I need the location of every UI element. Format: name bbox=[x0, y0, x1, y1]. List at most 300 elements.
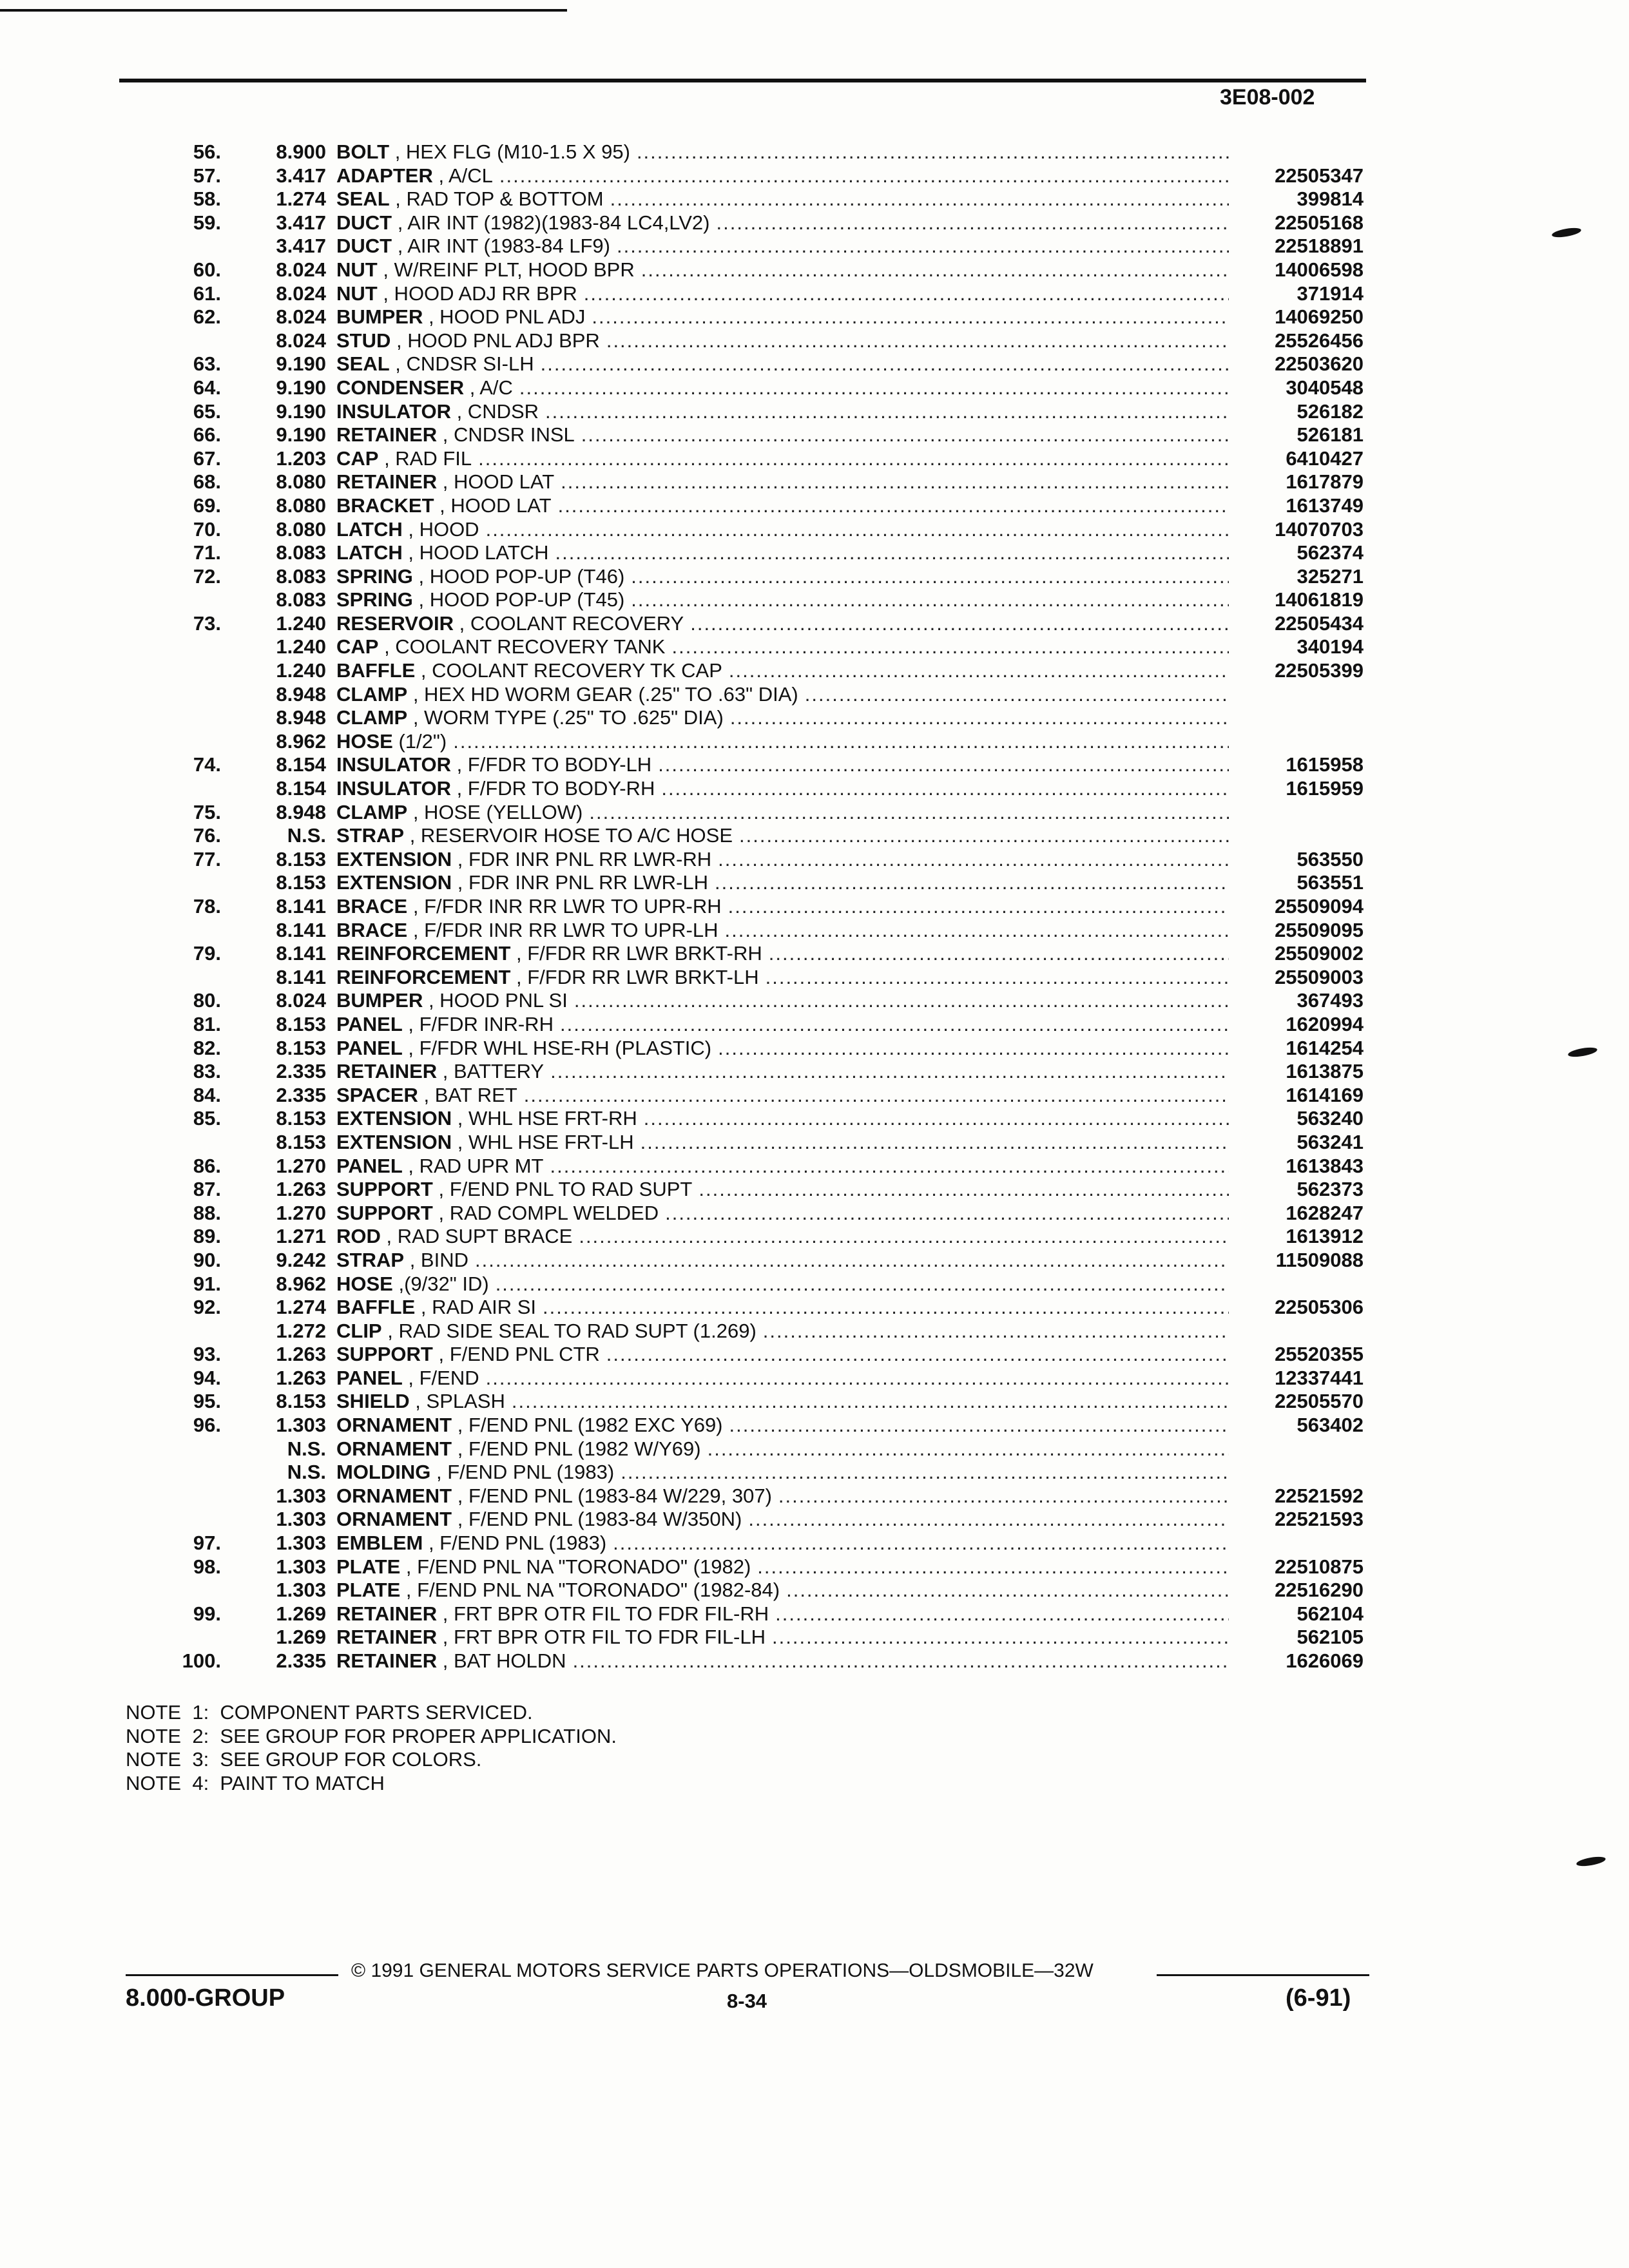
dot-leader bbox=[584, 282, 1229, 305]
part-description bbox=[336, 235, 1229, 258]
part-detail: , A/C bbox=[464, 376, 513, 399]
part-name: CAP bbox=[336, 447, 379, 470]
ref-number: 77. bbox=[193, 847, 221, 870]
part-name: SUPPORT bbox=[336, 1201, 433, 1224]
part-name: INSULATOR bbox=[336, 399, 451, 423]
ref-number: 90. bbox=[193, 1248, 221, 1271]
group-number: 8.083 bbox=[276, 564, 326, 588]
part-name: EMBLEM bbox=[336, 1532, 423, 1555]
part-row bbox=[0, 352, 1629, 376]
dot-leader bbox=[778, 1485, 1229, 1508]
dot-leader bbox=[775, 1602, 1229, 1626]
dot-leader bbox=[512, 1390, 1229, 1413]
dot-leader bbox=[728, 895, 1229, 918]
group-number: 8.948 bbox=[276, 800, 326, 823]
part-name: HOSE bbox=[336, 1272, 393, 1295]
part-description bbox=[336, 683, 1229, 706]
part-name: CLAMP bbox=[336, 706, 408, 729]
part-detail: , HOOD LAT bbox=[434, 494, 552, 517]
note-line: NOTE 4: PAINT TO MATCH bbox=[126, 1771, 385, 1794]
group-number: 8.962 bbox=[276, 729, 326, 753]
dot-leader bbox=[606, 1343, 1229, 1366]
group-number: 8.948 bbox=[276, 682, 326, 706]
part-name: SUPPORT bbox=[336, 1178, 433, 1201]
part-number: 1626069 bbox=[1286, 1649, 1364, 1672]
group-number: 1.263 bbox=[276, 1178, 326, 1201]
part-name: ROD bbox=[336, 1225, 381, 1248]
part-row bbox=[0, 258, 1629, 282]
part-name: STRAP bbox=[336, 824, 405, 847]
dot-leader bbox=[486, 518, 1229, 541]
part-detail: , COOLANT RECOVERY TK CAP bbox=[415, 659, 722, 682]
part-row bbox=[0, 1649, 1629, 1673]
part-detail: , HOOD POP-UP (T46) bbox=[412, 564, 625, 588]
part-detail: , HEX FLG (M10-1.5 X 95) bbox=[389, 140, 630, 163]
dot-leader bbox=[769, 942, 1229, 965]
part-row bbox=[0, 400, 1629, 424]
dot-leader bbox=[690, 612, 1229, 635]
part-name: RETAINER bbox=[336, 1602, 438, 1625]
part-name: ORNAMENT bbox=[336, 1414, 452, 1437]
part-detail: , SPLASH bbox=[409, 1390, 505, 1413]
top-edge-rule bbox=[0, 9, 567, 12]
part-row bbox=[0, 1013, 1629, 1037]
part-detail: , WHL HSE FRT-LH bbox=[452, 1130, 634, 1153]
part-row bbox=[0, 871, 1629, 895]
part-row bbox=[0, 612, 1629, 636]
group-number: 8.024 bbox=[276, 282, 326, 305]
part-name: ORNAMENT bbox=[336, 1484, 452, 1507]
part-description bbox=[336, 1532, 1229, 1555]
group-number: 8.962 bbox=[276, 1272, 326, 1295]
dot-leader bbox=[555, 541, 1229, 564]
part-description bbox=[336, 400, 1229, 423]
part-name: RETAINER bbox=[336, 1649, 438, 1672]
part-name: PLATE bbox=[336, 1579, 401, 1602]
ref-number: 93. bbox=[193, 1343, 221, 1366]
dot-leader bbox=[766, 966, 1229, 989]
part-detail: , F/FDR INR RR LWR TO UPR-RH bbox=[407, 895, 722, 918]
part-number: 1614254 bbox=[1286, 1036, 1364, 1059]
part-name: PANEL bbox=[336, 1154, 403, 1177]
part-name: BRACE bbox=[336, 895, 408, 918]
date-code: (6-91) bbox=[1286, 1984, 1351, 2012]
binder-mark bbox=[1576, 1855, 1606, 1868]
part-description bbox=[336, 1343, 1229, 1366]
part-name: CAP bbox=[336, 635, 379, 658]
part-detail: , RAD UPR MT bbox=[402, 1154, 544, 1177]
part-row bbox=[0, 753, 1629, 777]
part-name: LATCH bbox=[336, 517, 403, 541]
part-row bbox=[0, 1225, 1629, 1249]
part-name: EXTENSION bbox=[336, 1130, 452, 1153]
part-row bbox=[0, 1390, 1629, 1414]
group-number: 3.417 bbox=[276, 164, 326, 187]
part-description bbox=[336, 1060, 1229, 1083]
part-description bbox=[336, 1178, 1229, 1201]
dot-leader bbox=[724, 919, 1229, 942]
part-number: 399814 bbox=[1296, 187, 1364, 211]
part-number: 563550 bbox=[1296, 847, 1364, 870]
dot-leader bbox=[661, 777, 1229, 800]
group-number: 2.335 bbox=[276, 1083, 326, 1106]
part-row bbox=[0, 1273, 1629, 1296]
part-row bbox=[0, 423, 1629, 447]
dot-leader bbox=[748, 1508, 1229, 1531]
part-row bbox=[0, 659, 1629, 683]
part-number: 563551 bbox=[1296, 871, 1364, 894]
part-name: HOSE bbox=[336, 729, 393, 753]
part-number: 22521592 bbox=[1275, 1484, 1364, 1507]
part-row bbox=[0, 1367, 1629, 1390]
dot-leader bbox=[519, 376, 1229, 399]
part-detail: , W/REINF PLT, HOOD BPR bbox=[377, 258, 635, 281]
part-number: 22505168 bbox=[1275, 211, 1364, 234]
part-row bbox=[0, 777, 1629, 801]
part-name: SEAL bbox=[336, 352, 390, 376]
part-row bbox=[0, 706, 1629, 730]
group-number: 8.024 bbox=[276, 305, 326, 329]
group-number: 1.240 bbox=[276, 611, 326, 635]
part-name: INSULATOR bbox=[336, 777, 451, 800]
part-number: 22503620 bbox=[1275, 352, 1364, 376]
dot-leader bbox=[718, 1037, 1229, 1060]
part-detail: , RAD FIL bbox=[378, 447, 472, 470]
part-description bbox=[336, 777, 1229, 800]
part-number: 563402 bbox=[1296, 1414, 1364, 1437]
part-row bbox=[0, 1037, 1629, 1061]
group-number: 8.080 bbox=[276, 517, 326, 541]
ref-number: 56. bbox=[193, 140, 221, 163]
part-number: 1615958 bbox=[1286, 753, 1364, 776]
part-row bbox=[0, 541, 1629, 565]
part-name: BRACKET bbox=[336, 494, 434, 517]
part-number: 1613749 bbox=[1286, 494, 1364, 517]
part-row bbox=[0, 1107, 1629, 1131]
part-row bbox=[0, 470, 1629, 494]
copyright-line: © 1991 GENERAL MOTORS SERVICE PARTS OPERATIONS—OLDSMOBILE—32W bbox=[351, 1960, 1094, 1981]
part-row bbox=[0, 305, 1629, 329]
group-number: 9.190 bbox=[276, 376, 326, 399]
part-row bbox=[0, 989, 1629, 1013]
part-row bbox=[0, 1555, 1629, 1579]
part-row bbox=[0, 1602, 1629, 1626]
part-row bbox=[0, 1485, 1629, 1508]
part-description bbox=[336, 1626, 1229, 1649]
part-row bbox=[0, 329, 1629, 353]
part-description bbox=[336, 1155, 1229, 1178]
group-number: N.S. bbox=[287, 1461, 326, 1484]
part-detail: , HOOD LATCH bbox=[402, 541, 549, 564]
dot-leader bbox=[708, 1437, 1229, 1461]
dot-leader bbox=[637, 140, 1229, 164]
part-description bbox=[336, 1485, 1229, 1508]
part-detail: , F/FDR TO BODY-RH bbox=[450, 777, 655, 800]
part-name: SEAL bbox=[336, 187, 390, 211]
group-number: 1.303 bbox=[276, 1555, 326, 1578]
part-description bbox=[336, 659, 1229, 682]
part-detail: , BAT HOLDN bbox=[437, 1649, 566, 1672]
part-number: 340194 bbox=[1296, 635, 1364, 658]
group-number: 8.141 bbox=[276, 942, 326, 965]
part-row bbox=[0, 494, 1629, 518]
part-row bbox=[0, 1296, 1629, 1320]
ref-number: 96. bbox=[193, 1414, 221, 1437]
part-row bbox=[0, 635, 1629, 659]
ref-number: 87. bbox=[193, 1178, 221, 1201]
part-number: 325271 bbox=[1296, 564, 1364, 588]
part-description bbox=[336, 1249, 1229, 1272]
group-number: 8.153 bbox=[276, 847, 326, 870]
part-name: NUT bbox=[336, 282, 378, 305]
part-detail: , COOLANT RECOVERY bbox=[454, 611, 684, 635]
part-row bbox=[0, 211, 1629, 235]
part-detail: , F/END PNL TO RAD SUPT bbox=[432, 1178, 693, 1201]
part-description bbox=[336, 1555, 1229, 1579]
part-number: 14006598 bbox=[1275, 258, 1364, 281]
part-row bbox=[0, 942, 1629, 966]
part-description bbox=[336, 1013, 1229, 1036]
part-detail: , F/END PNL (1983-84 W/350N) bbox=[452, 1508, 742, 1531]
part-name: STRAP bbox=[336, 1248, 405, 1271]
ref-number: 68. bbox=[193, 470, 221, 494]
part-row bbox=[0, 1060, 1629, 1084]
part-number: 1613843 bbox=[1286, 1154, 1364, 1177]
note-line: NOTE 1: COMPONENT PARTS SERVICED. bbox=[126, 1701, 533, 1724]
part-detail: , HOOD PNL ADJ bbox=[423, 305, 586, 329]
part-detail: , RAD TOP & BOTTOM bbox=[389, 187, 604, 211]
part-name: BUMPER bbox=[336, 989, 423, 1012]
dot-leader bbox=[658, 753, 1229, 776]
part-detail: , AIR INT (1983-84 LF9) bbox=[392, 235, 610, 258]
part-description bbox=[336, 518, 1229, 541]
ref-number: 88. bbox=[193, 1201, 221, 1224]
part-detail: , AIR INT (1982)(1983-84 LC4,LV2) bbox=[392, 211, 710, 234]
dot-leader bbox=[631, 565, 1229, 588]
part-name: MOLDING bbox=[336, 1461, 431, 1484]
part-number: 367493 bbox=[1296, 989, 1364, 1012]
group-number: 8.024 bbox=[276, 329, 326, 352]
part-number: 22518891 bbox=[1275, 235, 1364, 258]
group-number: 1.272 bbox=[276, 1319, 326, 1342]
part-name: PANEL bbox=[336, 1036, 403, 1059]
ref-number: 91. bbox=[193, 1272, 221, 1295]
ref-number: 65. bbox=[193, 399, 221, 423]
part-row bbox=[0, 1579, 1629, 1602]
dot-leader bbox=[613, 1532, 1229, 1555]
part-number: 25520355 bbox=[1275, 1343, 1364, 1366]
part-name: PLATE bbox=[336, 1555, 401, 1578]
part-description bbox=[336, 541, 1229, 564]
group-number: 8.154 bbox=[276, 777, 326, 800]
part-detail: , F/END PNL NA "TORONADO" (1982) bbox=[400, 1555, 751, 1578]
ref-number: 83. bbox=[193, 1060, 221, 1083]
part-number: 526182 bbox=[1296, 399, 1364, 423]
part-description bbox=[336, 895, 1229, 918]
part-description bbox=[336, 1461, 1229, 1484]
notes bbox=[126, 1701, 617, 1795]
dot-leader bbox=[574, 989, 1229, 1012]
ref-number: 84. bbox=[193, 1083, 221, 1106]
part-number: 563240 bbox=[1296, 1107, 1364, 1130]
dot-leader bbox=[739, 824, 1229, 847]
part-detail: , HOOD ADJ RR BPR bbox=[377, 282, 577, 305]
dot-leader bbox=[550, 1155, 1229, 1178]
group-number: 8.153 bbox=[276, 871, 326, 894]
part-name: CLAMP bbox=[336, 682, 408, 706]
part-description bbox=[336, 588, 1229, 611]
part-name: EXTENSION bbox=[336, 1107, 452, 1130]
group-number: 1.203 bbox=[276, 447, 326, 470]
group-number: 1.269 bbox=[276, 1626, 326, 1649]
part-description bbox=[336, 635, 1229, 658]
dot-leader bbox=[610, 187, 1229, 211]
part-name: PANEL bbox=[336, 1012, 403, 1035]
group-number: 1.303 bbox=[276, 1579, 326, 1602]
dot-leader bbox=[496, 1273, 1229, 1296]
part-description bbox=[336, 140, 1229, 164]
part-name: DUCT bbox=[336, 211, 392, 234]
part-description bbox=[336, 282, 1229, 305]
part-description bbox=[336, 942, 1229, 965]
part-description bbox=[336, 1367, 1229, 1390]
dot-leader bbox=[486, 1367, 1229, 1390]
ref-number: 72. bbox=[193, 564, 221, 588]
part-detail: , HOSE (YELLOW) bbox=[407, 800, 583, 823]
dot-leader bbox=[805, 683, 1229, 706]
part-description bbox=[336, 447, 1229, 470]
part-detail: , RAD COMPL WELDED bbox=[432, 1201, 659, 1224]
group-number: 8.080 bbox=[276, 494, 326, 517]
part-description bbox=[336, 1649, 1229, 1673]
part-detail: , F/END PNL (1983-84 W/229, 307) bbox=[452, 1484, 772, 1507]
part-row bbox=[0, 1343, 1629, 1367]
part-detail: , FDR INR PNL RR LWR-LH bbox=[452, 871, 709, 894]
part-number: 12337441 bbox=[1275, 1366, 1364, 1389]
part-description bbox=[336, 211, 1229, 235]
group-number: 8.080 bbox=[276, 470, 326, 494]
part-row bbox=[0, 1508, 1629, 1532]
footer-rule-left bbox=[126, 1974, 338, 1976]
ref-number: 86. bbox=[193, 1154, 221, 1177]
part-name: STUD bbox=[336, 329, 391, 352]
part-number: 22505434 bbox=[1275, 611, 1364, 635]
part-name: EXTENSION bbox=[336, 871, 452, 894]
group-number: 3.417 bbox=[276, 235, 326, 258]
part-name: DUCT bbox=[336, 235, 392, 258]
part-number: 1615959 bbox=[1286, 777, 1364, 800]
ref-number: 94. bbox=[193, 1366, 221, 1389]
group-number: 8.141 bbox=[276, 918, 326, 941]
part-detail: , HOOD bbox=[402, 517, 479, 541]
part-description bbox=[336, 565, 1229, 588]
group-number: 1.240 bbox=[276, 635, 326, 658]
part-number: 22521593 bbox=[1275, 1508, 1364, 1531]
part-detail: , F/FDR RR LWR BRKT-RH bbox=[510, 942, 762, 965]
part-row bbox=[0, 282, 1629, 306]
part-number: 14069250 bbox=[1275, 305, 1364, 329]
part-number: 22505347 bbox=[1275, 164, 1364, 187]
part-detail: , F/END PNL (1983) bbox=[430, 1461, 615, 1484]
part-detail: , BIND bbox=[404, 1248, 468, 1271]
part-description bbox=[336, 871, 1229, 894]
part-number: 25526456 bbox=[1275, 329, 1364, 352]
note-line: NOTE 2: SEE GROUP FOR PROPER APPLICATION. bbox=[126, 1724, 617, 1747]
part-detail: , BAT RET bbox=[418, 1083, 517, 1106]
part-description bbox=[336, 1107, 1229, 1130]
part-description bbox=[336, 1296, 1229, 1319]
part-description bbox=[336, 1579, 1229, 1602]
part-name: ORNAMENT bbox=[336, 1437, 452, 1460]
part-number: 562105 bbox=[1296, 1626, 1364, 1649]
dot-leader bbox=[560, 1013, 1229, 1036]
ref-number: 82. bbox=[193, 1036, 221, 1059]
part-detail: , F/END bbox=[402, 1366, 479, 1389]
part-detail: , F/FDR INR-RH bbox=[402, 1012, 554, 1035]
ref-number: 69. bbox=[193, 494, 221, 517]
part-description bbox=[336, 753, 1229, 776]
part-number: 1614169 bbox=[1286, 1083, 1364, 1106]
group-number: 9.242 bbox=[276, 1248, 326, 1271]
part-description bbox=[336, 1273, 1229, 1296]
dot-leader bbox=[730, 706, 1229, 729]
part-number: 3040548 bbox=[1286, 376, 1364, 399]
part-name: NUT bbox=[336, 258, 378, 281]
part-detail: , RESERVOIR HOSE TO A/C HOSE bbox=[404, 824, 733, 847]
part-description bbox=[336, 801, 1229, 824]
ref-number: 67. bbox=[193, 447, 221, 470]
part-number: 371914 bbox=[1296, 282, 1364, 305]
part-row bbox=[0, 235, 1629, 258]
group-number: 1.271 bbox=[276, 1225, 326, 1248]
part-description bbox=[336, 423, 1229, 447]
part-row bbox=[0, 1461, 1629, 1485]
part-number: 1613912 bbox=[1286, 1225, 1364, 1248]
part-description bbox=[336, 164, 1229, 187]
part-row bbox=[0, 518, 1629, 542]
part-row bbox=[0, 1532, 1629, 1555]
part-row bbox=[0, 376, 1629, 400]
part-detail: , FDR INR PNL RR LWR-RH bbox=[452, 847, 712, 870]
ref-number: 70. bbox=[193, 517, 221, 541]
dot-leader bbox=[699, 1178, 1229, 1201]
part-description bbox=[336, 1390, 1229, 1413]
group-number: 1.270 bbox=[276, 1154, 326, 1177]
ref-number: 95. bbox=[193, 1390, 221, 1413]
part-description bbox=[336, 258, 1229, 282]
part-description bbox=[336, 494, 1229, 517]
part-name: CONDENSER bbox=[336, 376, 465, 399]
ref-number: 57. bbox=[193, 164, 221, 187]
part-number: 22505306 bbox=[1275, 1296, 1364, 1319]
group-number: 1.263 bbox=[276, 1366, 326, 1389]
part-detail: , A/CL bbox=[432, 164, 493, 187]
part-detail: , HOOD PNL ADJ BPR bbox=[390, 329, 600, 352]
ref-number: 79. bbox=[193, 942, 221, 965]
footer-rule-right bbox=[1157, 1974, 1369, 1976]
dot-leader bbox=[541, 352, 1229, 376]
group-number: 8.153 bbox=[276, 1390, 326, 1413]
part-row bbox=[0, 848, 1629, 872]
part-description bbox=[336, 1225, 1229, 1248]
part-number: 14061819 bbox=[1275, 588, 1364, 611]
group-number: 1.269 bbox=[276, 1602, 326, 1625]
group-number: 2.335 bbox=[276, 1060, 326, 1083]
part-name: INSULATOR bbox=[336, 753, 451, 776]
dot-leader bbox=[621, 1461, 1229, 1484]
part-detail: (1/2") bbox=[392, 729, 447, 753]
part-description bbox=[336, 730, 1229, 753]
